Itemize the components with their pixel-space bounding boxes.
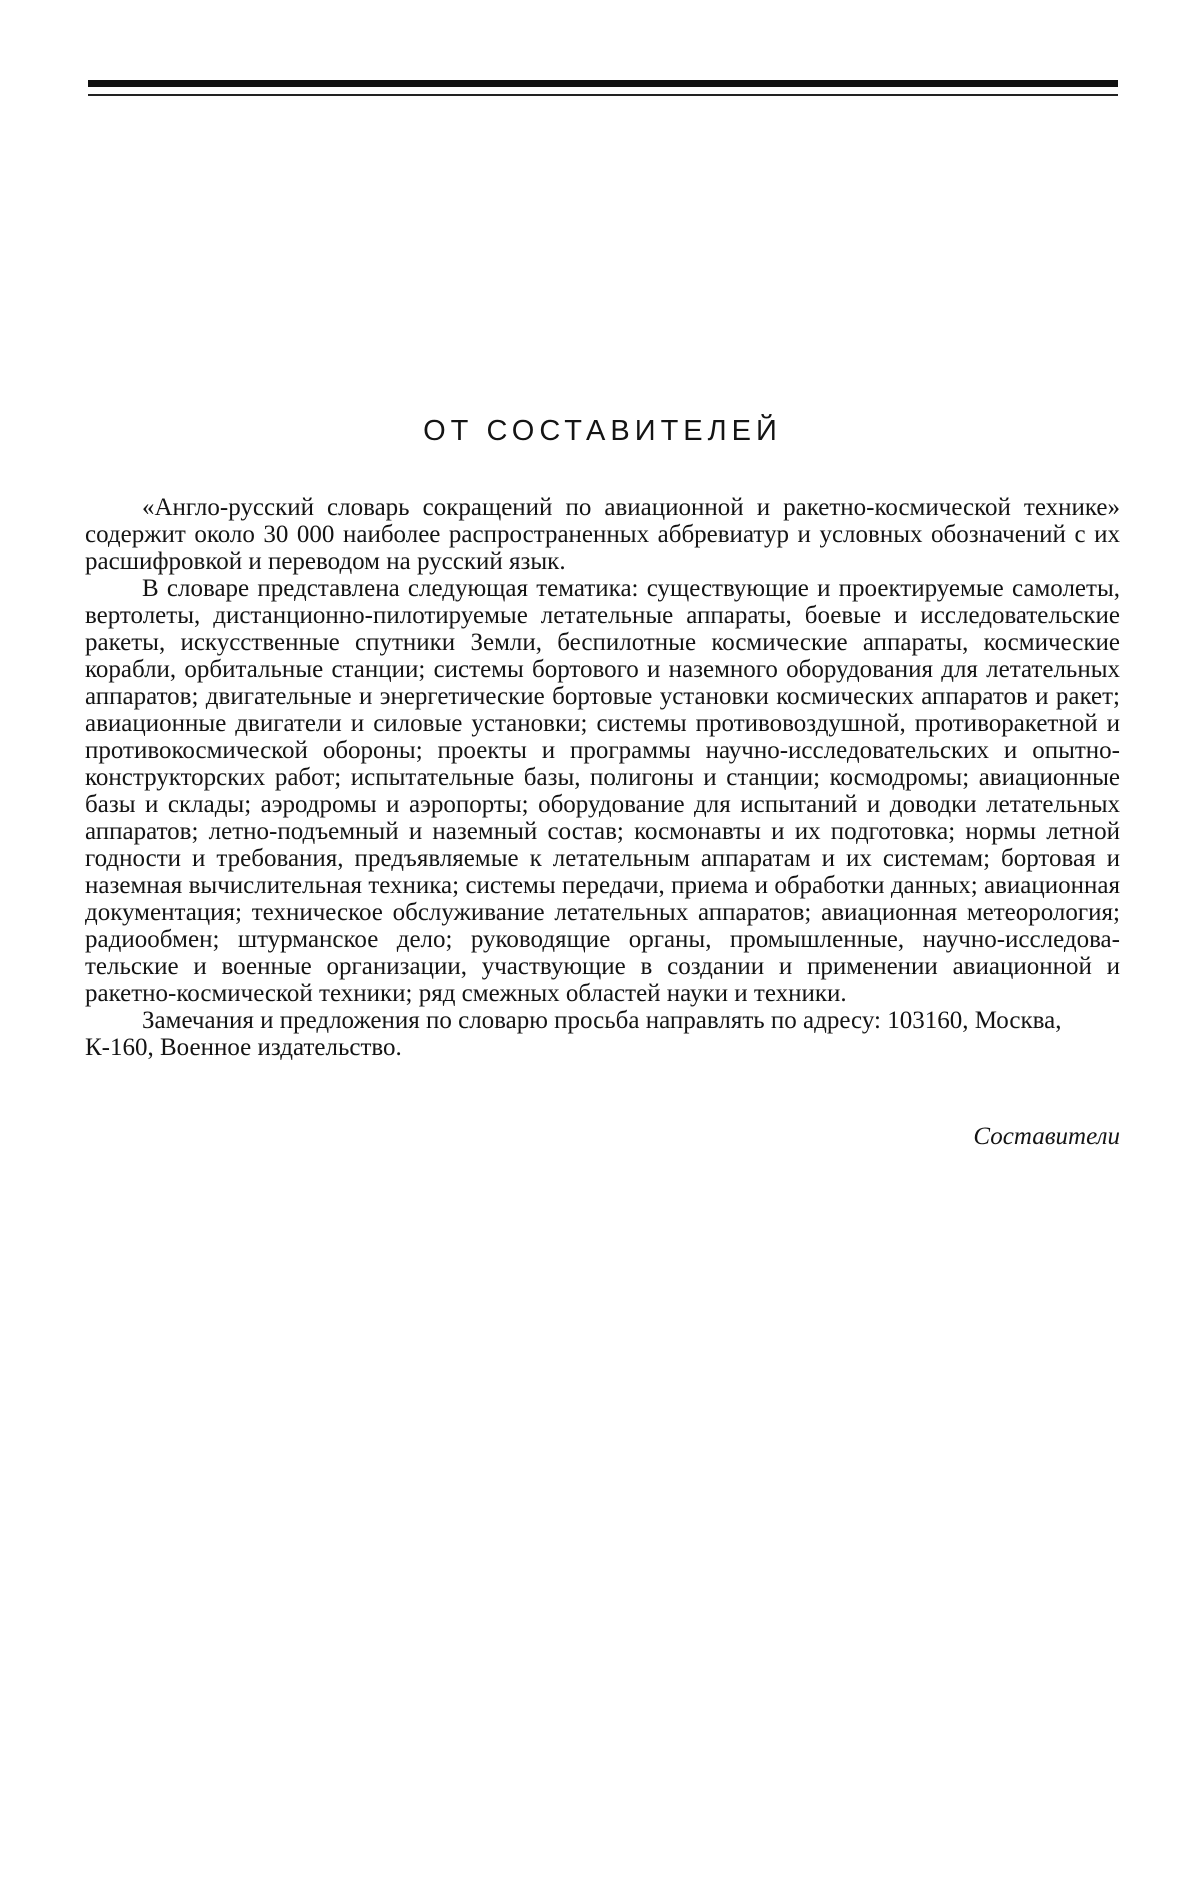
paragraph-topics: В словаре представлена следующая тематика: существующие и проектируемые самолеты, вертолеты, дистанционно-пилотируемые летательные аппараты, боевые и исследовательские ракеты, искусственные спутники Земли, беспилотные космические аппараты, космические корабли, орбитальные станции; системы бортового и наземного оборудования для летательных аппаратов; двигательные и энергетические бортовые установки космических аппаратов и ракет; авиационные двигатели и силовые установки; системы противовоздушной, противоракетной и противокосмической обороны; проекты и программы научно-исследовательских и опытно-конструкторских работ; испытательные базы, полигоны и станции; космодромы; авиационные базы и склады; аэродромы и аэропорты; оборудование для испытаний и доводки летательных аппаратов; летно-подъемный и наземный состав; космонавты и их подготовка; нормы летной годности и требования, предъявляемые к летательным аппаратам и их системам; бортовая и наземная вычислительная техника; системы передачи, приема и обработки данных; авиационная документация; техническое обслуживание летательных аппаратов; авиационная метеорология; радиообмен; штурманское дело; руководящие органы, промышленные, научно-исследовательские и военные организации, участвующие в создании и применении авиационной и ракетно-космической техники; ряд смежных областей науки и техники. xyxy=(85,575,1120,1007)
preface-heading: ОТ СОСТАВИТЕЛЕЙ xyxy=(423,415,782,447)
preface-section xyxy=(85,415,1120,1151)
top-rule xyxy=(88,80,1118,87)
signature: Составители xyxy=(973,1123,1120,1150)
top-rule-thin xyxy=(88,94,1118,96)
paragraph-intro: «Англо-русский словарь сокращений по авиационной и ракетно-космической технике» содержит около 30 000 наиболее распространенных аббревиатур и условных обозначений с их расшифровкой и переводом на русский язык. xyxy=(85,494,1120,575)
paragraph-contact: Замечания и предложения по словарю просьба направлять по адресу: 103160, Москва, К-160, Военное издательство. xyxy=(85,1007,1062,1061)
